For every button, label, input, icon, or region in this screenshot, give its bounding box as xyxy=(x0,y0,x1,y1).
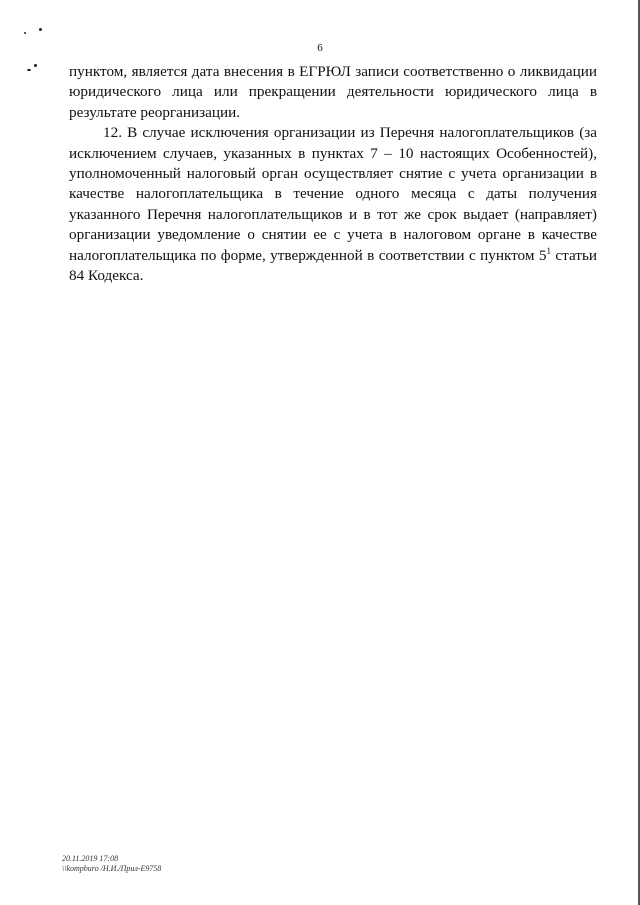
page-number: 6 xyxy=(317,42,323,54)
paragraph-continuation: пунктом, является дата внесения в ЕГРЮЛ записи соответственно о ликвидации юридического лица или прекращении деятельности юридического лица в результате реорганизации. xyxy=(69,63,597,121)
scan-speck xyxy=(24,32,26,34)
paragraph-item-12 xyxy=(69,123,597,286)
scan-speck xyxy=(27,69,31,71)
document-body xyxy=(69,62,597,286)
scan-speck xyxy=(39,28,42,31)
scan-speck xyxy=(34,64,37,67)
footer-file-ref: \\kompburo /Н.И./Прил-Е9758 xyxy=(62,864,162,873)
footer xyxy=(62,854,161,874)
paragraph-text: 12. В случае исключения организации из Перечня налогоплательщиков (за исключением случаев, указанных в пунктах 7 – 10 настоящих Особенностей), уполномоченный налоговый орган осуществляет снятие с учета организации в качестве налогоплательщика в течение одного месяца с даты получения указанного Перечня налогоплательщиков и в тот же срок выдает (направляет) организации уведомление о снятии ее с учета в налоговом органе в качестве налогоплательщика по форме, утвержденной в соответствии с пунктом 5 xyxy=(69,124,597,264)
paragraph-text-end: статьи 84 Кодекса. xyxy=(69,246,597,285)
superscript: 1 xyxy=(546,245,551,256)
footer-timestamp: 20.11.2019 17:08 xyxy=(62,854,119,863)
